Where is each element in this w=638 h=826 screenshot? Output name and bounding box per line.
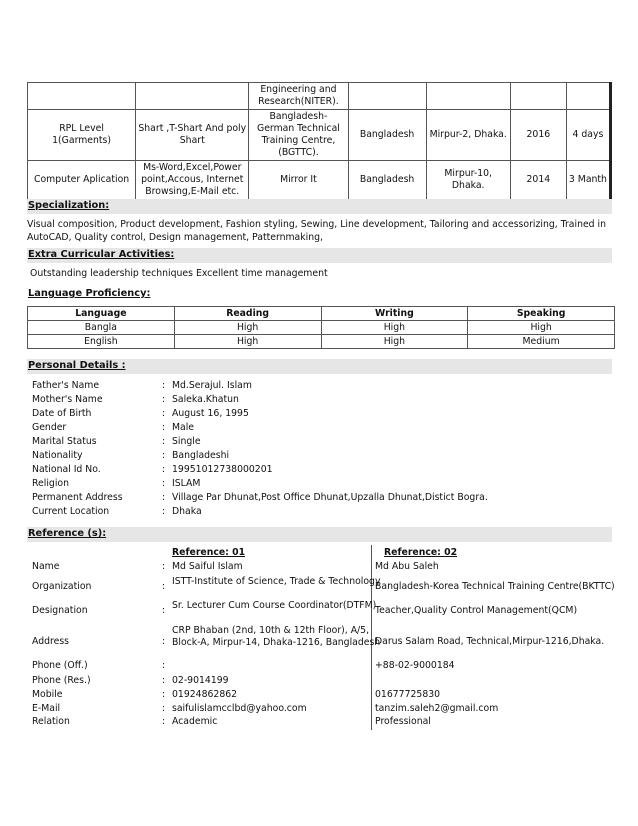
reference-01-value: 01924862862	[172, 689, 238, 700]
detail-value: Male	[172, 422, 195, 433]
detail-label: Date of Birth	[32, 408, 92, 419]
personal-detail-row	[32, 380, 592, 394]
personal-detail-row	[32, 394, 592, 408]
colon: :	[162, 703, 166, 714]
language-cell: English	[28, 335, 175, 349]
column-header: Reading	[174, 307, 321, 321]
table-row	[28, 321, 615, 335]
detail-value: Single	[172, 436, 201, 447]
colon: :	[162, 394, 166, 405]
extra-curricular-header	[27, 248, 612, 263]
reference-02-value: +88-02-9000184	[375, 660, 455, 671]
colon: :	[162, 422, 166, 433]
reference-01-heading: Reference: 01	[172, 547, 246, 558]
colon: :	[162, 450, 166, 461]
reference-label: Mobile	[32, 689, 63, 700]
training-topic	[136, 83, 249, 110]
reference-01-value: ISTT-Institute of Science, Trade & Technology	[172, 576, 381, 587]
reference-label: Designation	[32, 605, 88, 616]
table-row	[28, 307, 615, 321]
colon: :	[162, 506, 166, 517]
training-duration	[566, 83, 610, 110]
reading-cell: High	[174, 321, 321, 335]
detail-value: ISLAM	[172, 478, 201, 489]
training-location	[426, 83, 510, 110]
detail-label: Permanent Address	[32, 492, 123, 503]
table-row	[28, 110, 611, 161]
reference-label: Organization	[32, 581, 92, 592]
detail-value: Saleka.Khatun	[172, 394, 239, 405]
specialization-text: Visual composition, Product development, Fashion styling, Sewing, Line development, Tailoring and accessorizing, Trained in AutoCAD, Quality control, Design management, Patternmaking,	[27, 219, 607, 243]
colon: :	[162, 492, 166, 503]
reading-cell: High	[174, 335, 321, 349]
training-institute: Engineering and Research(NITER).	[249, 83, 348, 110]
detail-value: August 16, 1995	[172, 408, 249, 419]
colon: :	[162, 716, 166, 727]
training-topic: Ms-Word,Excel,Power point,Accous, Internet Browsing,E-Mail etc.	[136, 161, 249, 200]
personal-detail-row	[32, 450, 592, 464]
reference-label: Relation	[32, 716, 70, 727]
detail-label: Nationality	[32, 450, 83, 461]
detail-label: Father's Name	[32, 380, 100, 391]
colon: :	[162, 605, 166, 616]
training-topic: Shart ,T-Shart And poly Shart	[136, 110, 249, 161]
training-title	[28, 83, 136, 110]
section-title: Language Proficiency:	[28, 288, 151, 299]
training-table	[27, 82, 612, 200]
reference-02-value: Bangladesh-Korea Technical Training Centre(BKTTC)	[375, 581, 615, 592]
colon: :	[162, 408, 166, 419]
training-institute: Bangladesh-German Technical Training Centre, (BGTTC).	[249, 110, 348, 161]
detail-label: Mother's Name	[32, 394, 103, 405]
training-year	[510, 83, 566, 110]
colon: :	[162, 436, 166, 447]
table-row	[28, 335, 615, 349]
colon: :	[162, 636, 166, 647]
detail-label: Religion	[32, 478, 69, 489]
column-header: Speaking	[468, 307, 615, 321]
colon: :	[162, 561, 166, 572]
reference-header	[27, 527, 612, 542]
training-title: Computer Aplication	[28, 161, 136, 200]
detail-value: 19951012738000201	[172, 464, 273, 475]
personal-detail-row	[32, 464, 592, 478]
section-title: Personal Details :	[28, 360, 126, 371]
training-institute: Mirror It	[249, 161, 348, 200]
training-country	[348, 83, 426, 110]
training-duration: 3 Manth	[566, 161, 610, 200]
reference-label: Name	[32, 561, 60, 572]
colon: :	[162, 581, 166, 592]
reference-01-value: saifulislamcclbd@yahoo.com	[172, 703, 307, 714]
reference-02-value: tanzim.saleh2@gmail.com	[375, 703, 499, 714]
personal-detail-row	[32, 436, 592, 450]
training-country: Bangladesh	[348, 110, 426, 161]
detail-value: Md.Serajul. Islam	[172, 380, 252, 391]
colon: :	[162, 380, 166, 391]
section-title: Specialization:	[28, 200, 110, 211]
reference-01-value: 02-9014199	[172, 675, 229, 686]
language-table	[27, 306, 615, 349]
reference-label: Phone (Res.)	[32, 675, 91, 686]
detail-value: Bangladeshi	[172, 450, 230, 461]
reference-label: Phone (Off.)	[32, 660, 88, 671]
reference-01-value: CRP Bhaban (2nd, 10th & 12th Floor), A/5, Block-A, Mirpur-14, Dhaka-1216, Bangladesh	[172, 625, 381, 648]
reference-01-value: Md Saiful Islam	[172, 561, 243, 572]
colon: :	[162, 675, 166, 686]
detail-label: Marital Status	[32, 436, 97, 447]
language-header	[27, 287, 612, 302]
column-header: Language	[28, 307, 175, 321]
colon: :	[162, 464, 166, 475]
detail-value: Village Par Dhunat,Post Office Dhunat,Upzalla Dhunat,Distict Bogra.	[172, 492, 488, 503]
reference-02-value: 01677725830	[375, 689, 441, 700]
training-country: Bangladesh	[348, 161, 426, 200]
reference-02-value: Professional	[375, 716, 431, 727]
personal-details-header	[27, 359, 612, 374]
reference-label: Address	[32, 636, 70, 647]
reference-02-heading: Reference: 02	[384, 547, 458, 558]
training-year: 2014	[510, 161, 566, 200]
detail-label: Current Location	[32, 506, 110, 517]
table-row	[28, 161, 611, 200]
writing-cell: High	[321, 321, 468, 335]
reference-01-value: Sr. Lecturer Cum Course Coordinator(DTFM)	[172, 600, 377, 611]
reference-label: E-Mail	[32, 703, 61, 714]
detail-value: Dhaka	[172, 506, 202, 517]
personal-detail-row	[32, 422, 592, 436]
training-location: Mirpur-2, Dhaka.	[426, 110, 510, 161]
personal-detail-row	[32, 492, 592, 506]
column-header: Writing	[321, 307, 468, 321]
reference-02-value: Teacher,Quality Control Management(QCM)	[375, 605, 578, 616]
table-row	[28, 83, 611, 110]
speaking-cell: Medium	[468, 335, 615, 349]
colon: :	[162, 660, 166, 671]
reference-02-value: Md Abu Saleh	[375, 561, 439, 572]
section-title: Extra Curricular Activities:	[28, 249, 175, 260]
personal-detail-row	[32, 408, 592, 422]
training-year: 2016	[510, 110, 566, 161]
specialization-header	[27, 199, 612, 214]
reference-02-value: Darus Salam Road, Technical,Mirpur-1216,Dhaka.	[375, 636, 605, 647]
section-title: Reference (s):	[28, 528, 107, 539]
training-duration: 4 days	[566, 110, 610, 161]
personal-detail-row	[32, 506, 592, 520]
detail-label: Gender	[32, 422, 67, 433]
language-cell: Bangla	[28, 321, 175, 335]
extra-curricular-text: Outstanding leadership techniques Excellent time management	[30, 268, 328, 279]
writing-cell: High	[321, 335, 468, 349]
personal-detail-row	[32, 478, 592, 492]
training-title: RPL Level 1(Garments)	[28, 110, 136, 161]
training-location: Mirpur-10, Dhaka.	[426, 161, 510, 200]
detail-label: National Id No.	[32, 464, 101, 475]
colon: :	[162, 478, 166, 489]
reference-01-value: Academic	[172, 716, 218, 727]
speaking-cell: High	[468, 321, 615, 335]
colon: :	[162, 689, 166, 700]
